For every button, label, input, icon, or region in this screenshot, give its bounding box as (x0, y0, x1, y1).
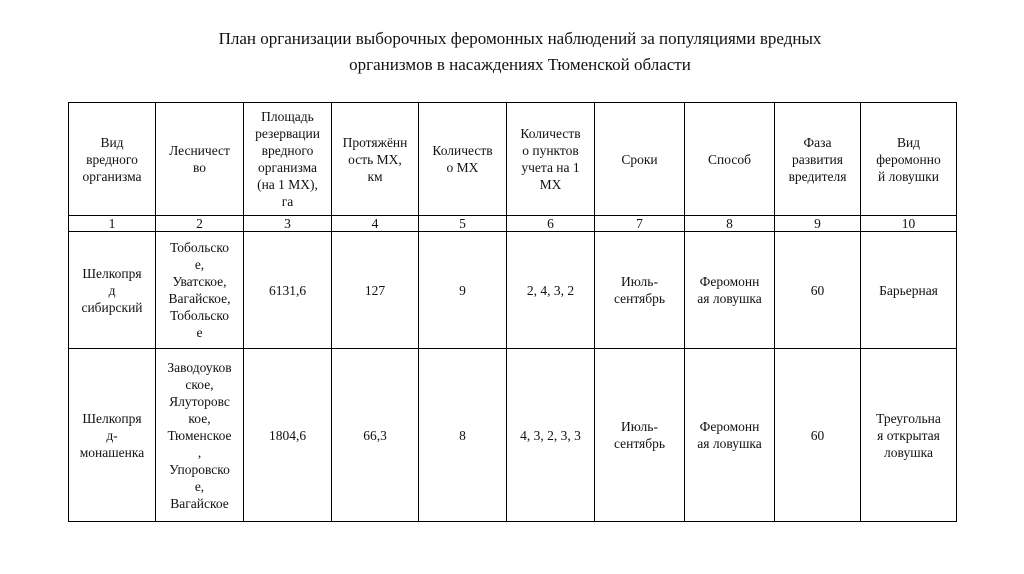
header-cell-points: Количеств о пунктов учета на 1 МХ (507, 103, 595, 216)
organism-cell: Шелкопря д- монашенка (69, 349, 156, 522)
header-cell-trap: Вид феромонно й ловушки (861, 103, 957, 216)
column-number-cell: 3 (244, 216, 332, 232)
count-cell: 9 (419, 232, 507, 349)
forestry-cell: Заводоуков ское, Ялуторовс кое, Тюменское , Упоровско е, Вагайское (156, 349, 244, 522)
table-row (69, 349, 957, 522)
header-cell-phase: Фаза развития вредителя (775, 103, 861, 216)
length-cell: 127 (332, 232, 419, 349)
period-cell: Июль- сентябрь (595, 349, 685, 522)
column-number-cell: 2 (156, 216, 244, 232)
column-number-cell: 9 (775, 216, 861, 232)
column-number-cell: 10 (861, 216, 957, 232)
header-cell-forestry: Лесничест во (156, 103, 244, 216)
phase-cell: 60 (775, 349, 861, 522)
phase-cell: 60 (775, 232, 861, 349)
column-number-cell: 6 (507, 216, 595, 232)
points-cell: 2, 4, 3, 2 (507, 232, 595, 349)
observation-plan-table (68, 102, 957, 522)
page-title (80, 26, 960, 78)
area-cell: 6131,6 (244, 232, 332, 349)
header-cell-method: Способ (685, 103, 775, 216)
title-line-1: План организации выборочных феромонных наблюдений за популяциями вредных (218, 29, 822, 48)
forestry-cell: Тобольско е, Уватское, Вагайское, Тобольско е (156, 232, 244, 349)
trap-cell: Барьерная (861, 232, 957, 349)
column-number-row (69, 216, 957, 232)
method-cell: Феромонн ая ловушка (685, 349, 775, 522)
column-number-cell: 1 (69, 216, 156, 232)
length-cell: 66,3 (332, 349, 419, 522)
column-number-cell: 5 (419, 216, 507, 232)
trap-cell: Треугольна я открытая ловушка (861, 349, 957, 522)
header-cell-count: Количеств о МХ (419, 103, 507, 216)
header-cell-period: Сроки (595, 103, 685, 216)
header-cell-area: Площадь резервации вредного организма (на 1 МХ), га (244, 103, 332, 216)
points-cell: 4, 3, 2, 3, 3 (507, 349, 595, 522)
column-number-cell: 7 (595, 216, 685, 232)
count-cell: 8 (419, 349, 507, 522)
table-row (69, 232, 957, 349)
method-cell: Феромонн ая ловушка (685, 232, 775, 349)
table-header-row (69, 103, 957, 216)
organism-cell: Шелкопря д сибирский (69, 232, 156, 349)
column-number-cell: 8 (685, 216, 775, 232)
column-number-cell: 4 (332, 216, 419, 232)
area-cell: 1804,6 (244, 349, 332, 522)
title-line-2: организмов в насаждениях Тюменской области (349, 55, 691, 74)
observation-plan-table-wrapper (68, 102, 957, 522)
period-cell: Июль- сентябрь (595, 232, 685, 349)
header-cell-organism: Вид вредного организма (69, 103, 156, 216)
header-cell-length: Протяжённ ость МХ, км (332, 103, 419, 216)
